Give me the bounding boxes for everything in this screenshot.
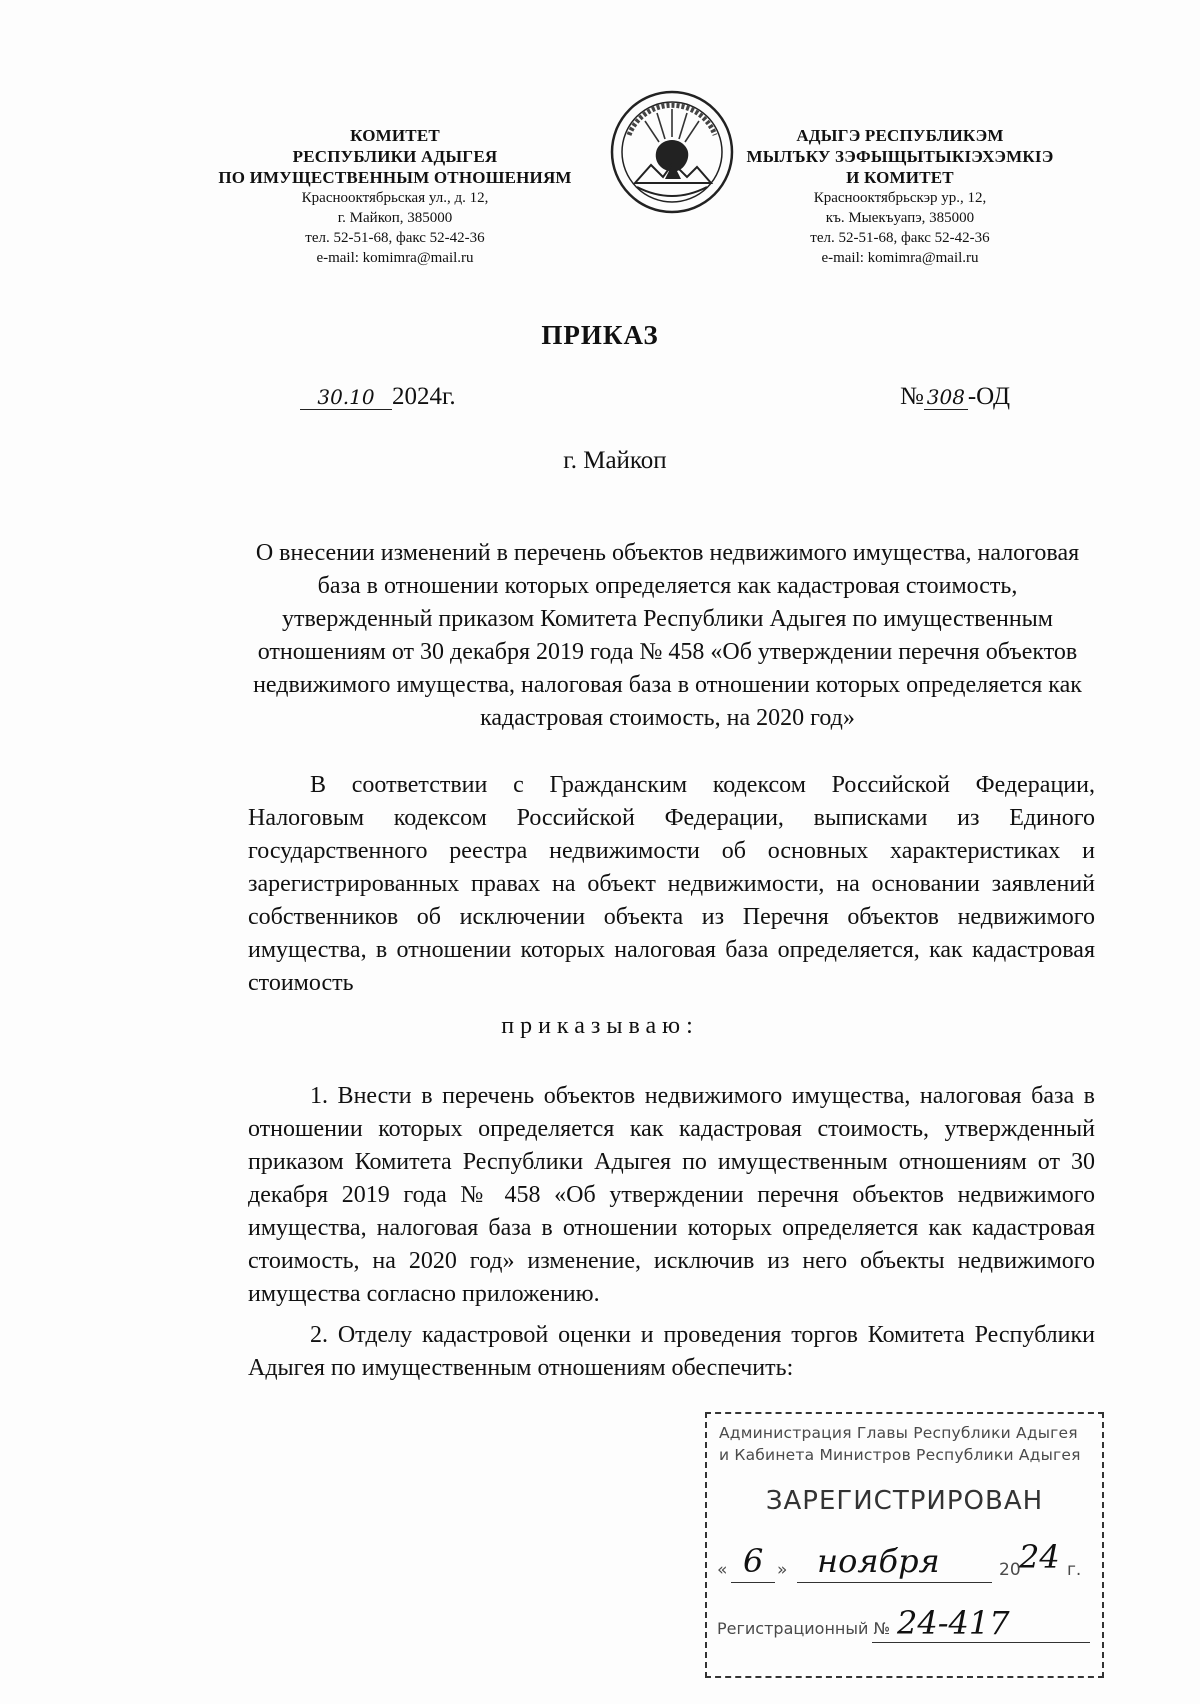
header-left-org-line: РЕСПУБЛИКИ АДЫГЕЯ (292, 147, 498, 166)
header-left-address-line: тел. 52-51-68, факс 52-42-36 (305, 230, 485, 246)
stamp-day-underline (731, 1582, 775, 1583)
stamp-reg-label: Регистрационный № (717, 1619, 891, 1638)
stamp-year-prefix: 20 (999, 1560, 1021, 1580)
header-right-address-line: e-mail: komimra@mail.ru (821, 250, 979, 266)
handwritten-date: 30.10 (300, 385, 392, 410)
header-right-address-line: тел. 52-51-68, факс 52-42-36 (810, 230, 990, 246)
header-right-org-line: И КОМИТЕТ (846, 168, 954, 187)
stamp-day: 6 (743, 1542, 764, 1580)
stamp-title: ЗАРЕГИСТРИРОВАН (765, 1486, 1044, 1516)
header-right-address-line: къ. Мыекъуапэ, 385000 (825, 210, 975, 226)
header-left-address-line: Краснооктябрьская ул., д. 12, (301, 190, 489, 206)
document-city: г. Майкоп (563, 447, 667, 474)
number-suffix: -ОД (967, 383, 1011, 410)
header-right-org-line: АДЫГЭ РЕСПУБЛИКЭМ (796, 126, 1004, 145)
document-number (900, 383, 1010, 411)
date-suffix: 2024г. (392, 383, 456, 410)
stamp-reg-underline (872, 1642, 1090, 1643)
number-prefix: № (900, 383, 924, 410)
stamp-date (717, 1538, 1097, 1586)
adygea-coat-of-arms-icon (607, 87, 737, 217)
stamp-close-quote: » (777, 1560, 788, 1580)
item-1-paragraph: 1. Внести в перечень объектов недвижимого имущества, налоговая база в отношении которых определяется как кадастровая стоимость, утвержденный приказом Комитета Республики Адыгея по имущественным отношениям от 30 декабря 2019 года № 458 «Об утверждении перечня объектов недвижимого имущества, налоговая база в отношении которых определяется как кадастровая стоимость, на 2020 год» изменение, исключив из него объекты недвижимого имущества согласно приложению. (248, 1083, 1095, 1307)
stamp-authority-line: Администрация Главы Республики Адыгея (719, 1424, 1078, 1442)
header-left-org-line: ПО ИМУЩЕСТВЕННЫМ ОТНОШЕНИЯМ (218, 168, 572, 187)
preamble-paragraph: В соответствии с Гражданским кодексом Российской Федерации, Налоговым кодексом Российской Федерации, выписками из Единого государственного реестра недвижимости об основных характеристиках и зарегистрированных правах на объект недвижимости, на основании заявлений собственников об исключении объекта из Перечня объектов недвижимого имущества, в отношении которых налоговая база определяется, как кадастровая стоимость (248, 772, 1095, 996)
document-title: ПРИКАЗ (541, 320, 659, 350)
header-left-address-line: г. Майкоп, 385000 (337, 210, 453, 226)
document-subject: О внесении изменений в перечень объектов недвижимого имущества, налоговая база в отношении которых определяется как кадастровая стоимость, утвержденный приказом Комитета Республики Адыгея по имущественным отношениям от 30 декабря 2019 года № 458 «Об утверждении перечня объектов недвижимого имущества, налоговая база в отношении которых определяется как кадастровая стоимость, на 2020 год» (253, 540, 1082, 731)
registration-stamp (705, 1412, 1104, 1678)
stamp-authority-line: и Кабинета Министров Республики Адыгея (719, 1446, 1081, 1464)
stamp-year-suffix: г. (1067, 1560, 1082, 1580)
header-left-address-line: e-mail: komimra@mail.ru (316, 250, 474, 266)
header-left (180, 125, 610, 268)
stamp-open-quote: « (717, 1560, 728, 1580)
header-right-address-line: Краснооктябрьскэр ур., 12, (813, 190, 987, 206)
header-right (730, 125, 1070, 268)
header-left-org-line: КОМИТЕТ (350, 126, 440, 145)
stamp-year: 24 (1019, 1538, 1060, 1576)
handwritten-number: 308 (924, 385, 968, 410)
stamp-month-underline (797, 1582, 992, 1583)
document-date (300, 383, 456, 411)
stamp-reg-number: 24-417 (897, 1604, 1010, 1642)
decree-word: приказываю: (501, 1013, 699, 1039)
header-right-org-line: МЫЛЪКУ ЗЭФЫЩЫТЫКIЭХЭМКIЭ (746, 147, 1054, 166)
stamp-month: ноября (817, 1542, 940, 1580)
item-2-paragraph: 2. Отделу кадастровой оценки и проведения торгов Комитета Республики Адыгея по имущественным отношениям обеспечить: (248, 1322, 1095, 1381)
